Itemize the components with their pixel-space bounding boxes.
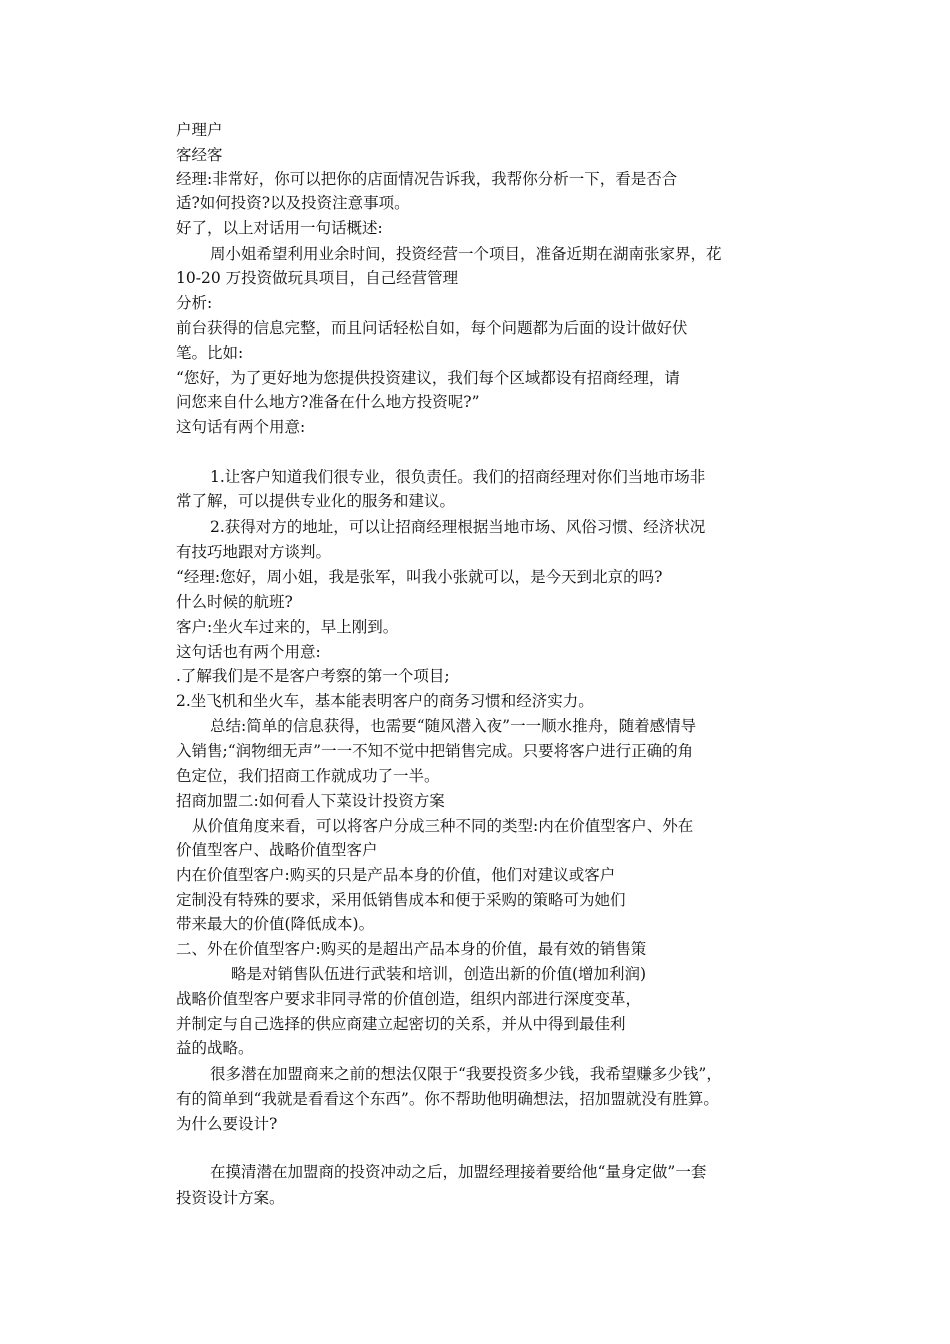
text-line: 色定位，我们招商工作就成功了一半。 <box>176 767 440 785</box>
text-line: 在摸清潜在加盟商的投资冲动之后，加盟经理接着要给他“量身定做”一套 <box>210 1163 707 1181</box>
text-line: 客户:坐火车过来的，早上刚到。 <box>176 618 399 636</box>
text-line: 分析: <box>176 294 213 312</box>
text-line: 前台获得的信息完整，而且问话轻松自如，每个问题都为后面的设计做好伏 <box>176 319 688 337</box>
text-line: 很多潜在加盟商来之前的想法仅限于“我要投资多少钱，我希望赚多少钱”， <box>210 1065 722 1083</box>
text-line: 二、外在价值型客户:购买的是超出产品本身的价值，最有效的销售策 <box>176 940 647 958</box>
text-line: 笔。比如: <box>176 344 244 362</box>
text-line: 10-20 万投资做玩具项目，自己经营管理 <box>176 269 459 287</box>
text-line: 带来最大的价值(降低成本)。 <box>176 915 375 933</box>
text-line: 从价值角度来看，可以将客户分成三种不同的类型:内在价值型客户、外在 <box>192 817 694 835</box>
text-line: 周小姐希望利用业余时间，投资经营一个项目，准备近期在湖南张家界，花 <box>210 245 722 263</box>
text-line: “经理:您好，周小姐，我是张军，叫我小张就可以，是今天到北京的吗? <box>176 568 663 586</box>
text-line: 这句话也有两个用意: <box>176 643 321 661</box>
text-line: 内在价值型客户:购买的只是产品本身的价值，他们对建议或客户 <box>176 866 616 884</box>
text-line: 常了解，可以提供专业化的服务和建议。 <box>176 492 456 510</box>
text-line: 总结:简单的信息获得，也需要“随风潜入夜”一一顺水推舟，随着感情导 <box>210 717 697 735</box>
text-line: 好了，以上对话用一句话概述: <box>176 219 383 237</box>
text-line: 2.坐飞机和坐火车，基本能表明客户的商务习惯和经济实力。 <box>176 692 594 710</box>
text-line: “您好，为了更好地为您提供投资建议，我们每个区域都设有招商经理，请 <box>176 369 680 387</box>
text-line: 价值型客户、战略价值型客户 <box>176 841 378 859</box>
text-line: 问您来自什么地方?准备在什么地方投资呢?” <box>176 393 480 411</box>
text-line: 什么时候的航班? <box>176 593 293 611</box>
text-line: 略是对销售队伍进行武装和培训，创造出新的价值(增加利润) <box>231 965 647 983</box>
text-line: 为什么要设计? <box>176 1115 278 1133</box>
text-line: 有的简单到“我就是看看这个东西”。你不帮助他明确想法，招加盟就没有胜算。 <box>176 1090 719 1108</box>
text-line: 有技巧地跟对方谈判。 <box>176 543 332 561</box>
text-line: 户理户 <box>176 121 223 139</box>
text-line: 战略价值型客户要求非同寻常的价值创造，组织内部进行深度变革， <box>176 990 642 1008</box>
text-line: 客经客 <box>176 146 223 164</box>
text-line: 益的战略。 <box>176 1039 254 1057</box>
text-line: 定制没有特殊的要求，采用低销售成本和便于采购的策略可为她们 <box>176 891 626 909</box>
text-line: 并制定与自己选择的供应商建立起密切的关系，并从中得到最佳利 <box>176 1015 626 1033</box>
text-line: .了解我们是不是客户考察的第一个项目; <box>176 667 450 685</box>
text-line: 2.获得对方的地址，可以让招商经理根据当地市场、风俗习惯、经济状况 <box>210 518 706 536</box>
text-line: 经理:非常好，你可以把你的店面情况告诉我，我帮你分析一下，看是否合 <box>176 170 678 188</box>
text-line: 这句话有两个用意: <box>176 418 306 436</box>
text-line: 适?如何投资?以及投资注意事项。 <box>176 194 410 212</box>
section-heading: 招商加盟二:如何看人下菜设计投资方案 <box>176 792 445 810</box>
text-line: 1.让客户知道我们很专业，很负责任。我们的招商经理对你们当地市场非 <box>210 468 706 486</box>
text-line: 投资设计方案。 <box>176 1189 285 1207</box>
text-line: 入销售;“润物细无声”一一不知不觉中把销售完成。只要将客户进行正确的角 <box>176 742 694 760</box>
